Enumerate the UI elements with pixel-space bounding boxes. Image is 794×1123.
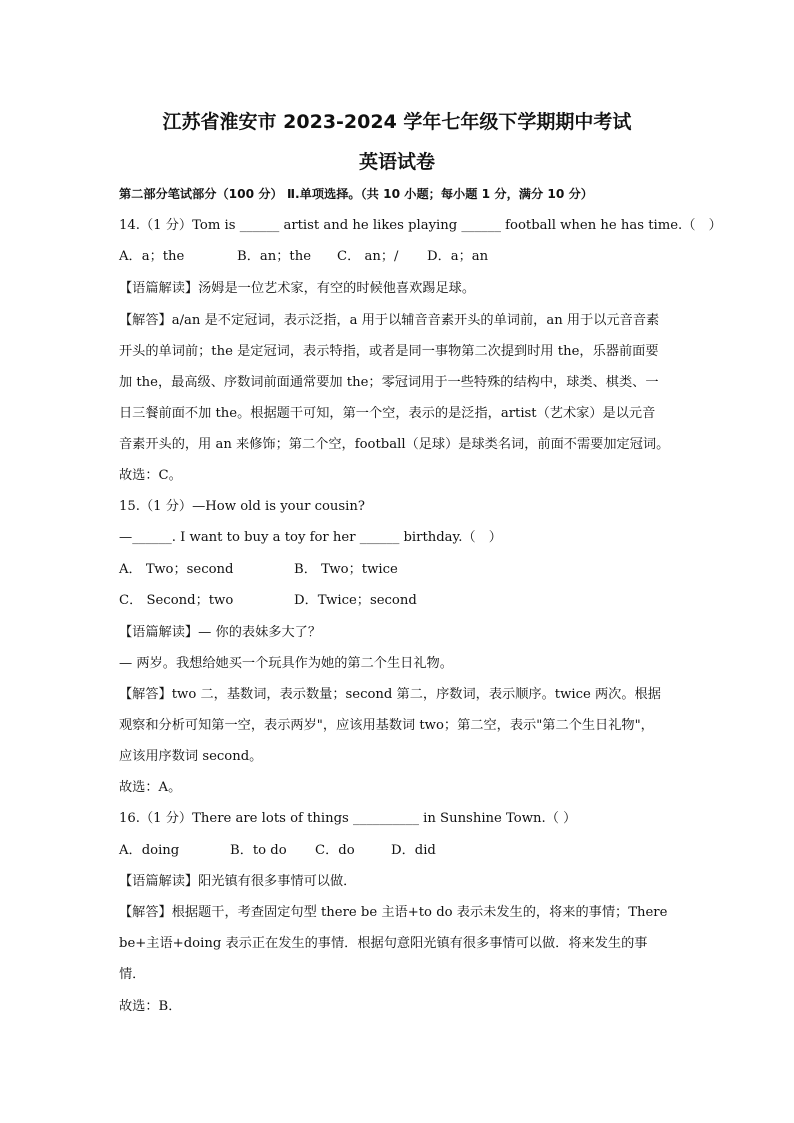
q14-option-c: C． an；/ <box>337 249 399 264</box>
page-subtitle: 英语试卷 <box>358 151 435 173</box>
q16-option-b: B．to do <box>230 843 287 858</box>
q15-option-b: B． Two；twice <box>294 562 398 577</box>
q16-answer: 故选：B． <box>119 999 182 1014</box>
q14-option-d: D．a；an <box>427 249 489 264</box>
section-heading: 第二部分笔试部分（100 分） Ⅱ.单项选择。（共 10 小题；每小题 1 分，满分 10 分） <box>119 187 593 201</box>
q16-option-a: A．doing <box>119 843 180 858</box>
q15-options-row2 <box>119 591 679 611</box>
q14-option-b: B．an；the <box>237 249 312 264</box>
q16-analysis-line: be+主语+doing 表示正在发生的事情．根据句意阳光镇有很多事情可以做．将来发生的事 <box>119 936 648 951</box>
q14-analysis-line: 开头的单词前；the 是定冠词，表示特指，或者是同一事物第二次提到时用 the，乐器前面要 <box>119 344 659 359</box>
q14-analysis-line: 音素开头的，用 an 来修饰；第二个空，football（足球）是球类名词，前面不需要加定冠词。 <box>119 437 670 452</box>
q14-analysis-line: 日三餐前面不加 the。根据题干可知，第一个空，表示的是泛指，artist（艺术家）是以元音 <box>119 406 656 421</box>
q16-reading: 【语篇解读】阳光镇有很多事情可以做． <box>119 874 357 889</box>
q16-options <box>119 841 679 861</box>
q15-option-d: D．Twice；second <box>294 593 417 608</box>
q16-analysis-line: 情． <box>119 967 146 982</box>
q14-analysis-line: 加 the，最高级、序数词前面通常要加 the；零冠词用于一些特殊的结构中，球类、棋类、一 <box>119 375 659 390</box>
q14-stem: 14.（1 分）Tom is ______ artist and he likes playing ______ football when he has time.（ ） <box>119 218 722 233</box>
q14-option-a: A．a；the <box>119 249 185 264</box>
q15-reading-line2: — 两岁。我想给她买一个玩具作为她的第二个生日礼物。 <box>119 656 453 671</box>
q15-analysis-line: 应该用序数词 second。 <box>119 749 263 764</box>
q15-stem-line2: —______. I want to buy a toy for her ______ birthday.（ ） <box>119 530 502 545</box>
q15-option-a: A． Two；second <box>119 562 234 577</box>
q15-option-c: C． Second；two <box>119 593 234 608</box>
q16-analysis-line: 【解答】根据题干，考查固定句型 there be 主语+to do 表示未发生的，将来的事情；There <box>119 905 668 920</box>
q15-analysis-line: 【解答】two 二，基数词，表示数量；second 第二，序数词，表示顺序。twice 两次。根据 <box>119 687 661 702</box>
q15-analysis-line: 观察和分析可知第一空，表示两岁"，应该用基数词 two；第二空，表示"第二个生日礼物"， <box>119 718 654 733</box>
q15-reading: 【语篇解读】— 你的表妹多大了？ <box>119 625 322 640</box>
page-title: 江苏省淮安市 2023-2024 学年七年级下学期期中考试 <box>162 111 632 133</box>
q14-answer: 故选：C。 <box>119 468 182 483</box>
q15-options-row1 <box>119 560 679 580</box>
q14-analysis-line: 【解答】a/an 是不定冠词，表示泛指，a 用于以辅音音素开头的单词前，an 用于以元音音素 <box>119 313 660 328</box>
q16-stem: 16.（1 分）There are lots of things __________ in Sunshine Town.（ ） <box>119 811 577 826</box>
q15-answer: 故选：A。 <box>119 780 182 795</box>
q16-option-c: C．do <box>315 843 355 858</box>
q14-options <box>119 247 679 267</box>
q15-stem: 15.（1 分）—How old is your cousin? <box>119 499 365 514</box>
q16-option-d: D．did <box>391 843 436 858</box>
q14-reading: 【语篇解读】汤姆是一位艺术家，有空的时候他喜欢踢足球。 <box>119 281 476 296</box>
